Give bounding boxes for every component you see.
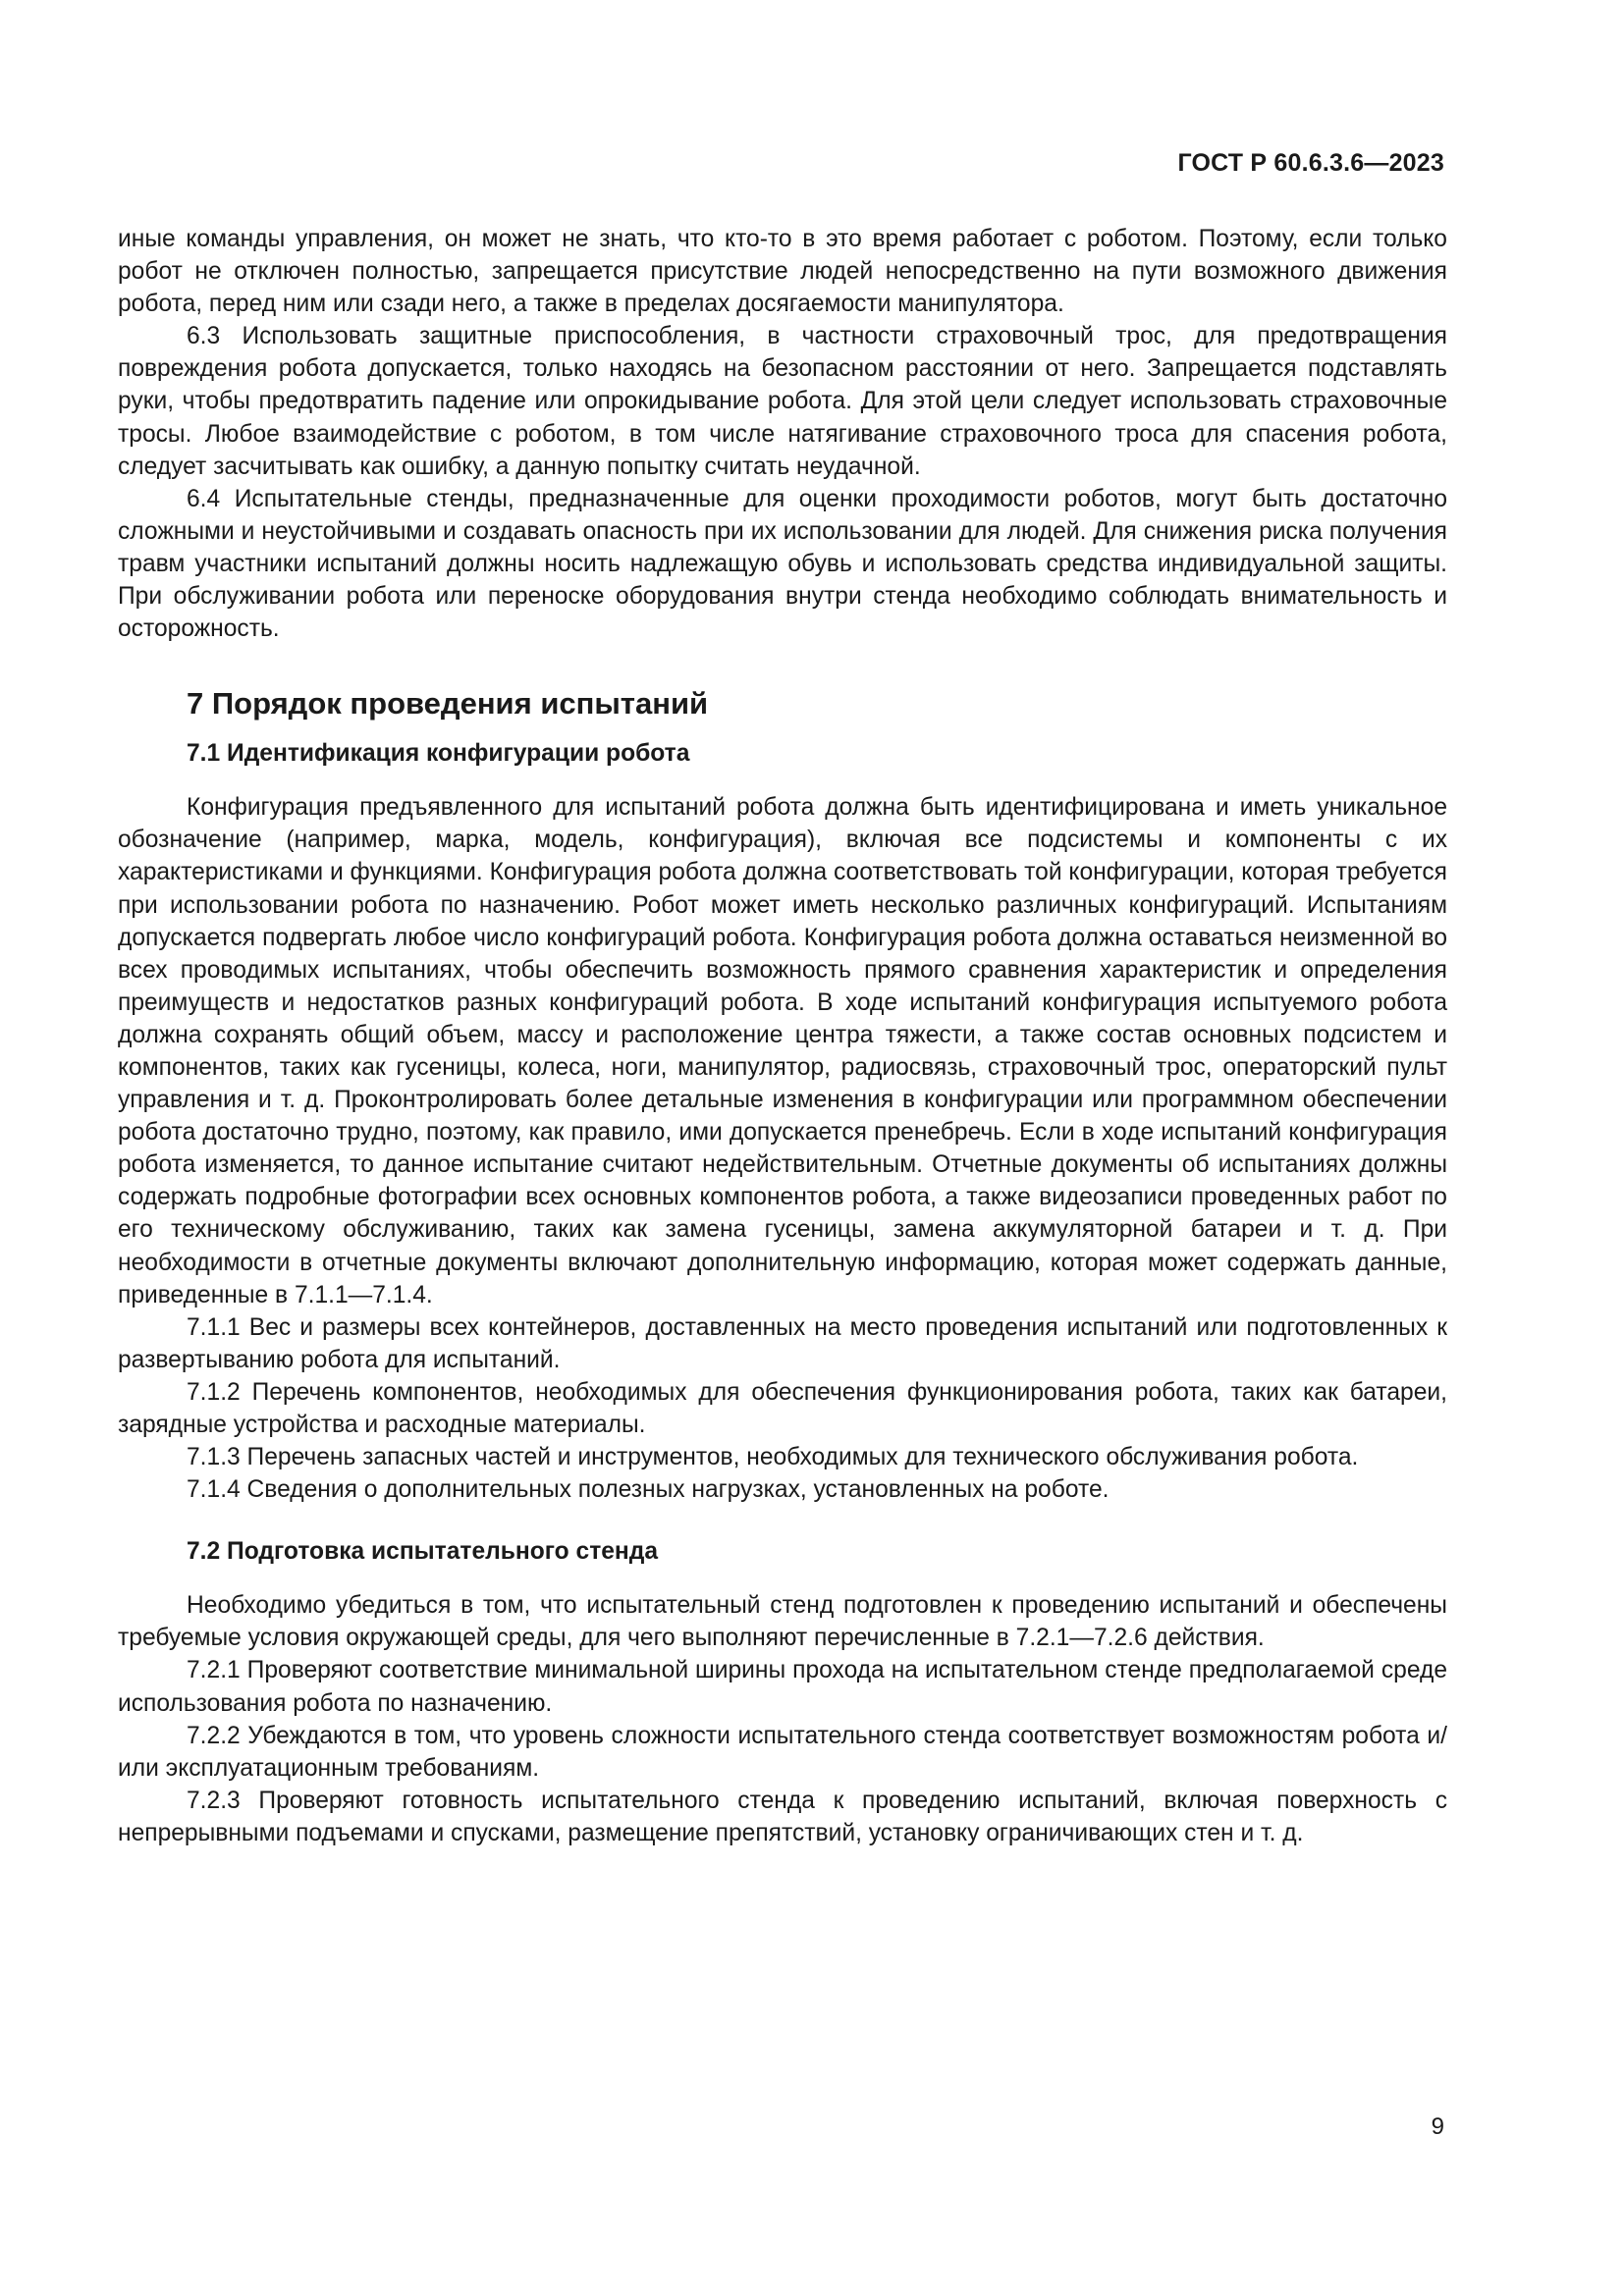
paragraph-7-1-1: 7.1.1 Вес и размеры всех контейнеров, доставленных на место проведения испытаний или подготовленных к развертыванию робота для испытаний.: [118, 1313, 1447, 1373]
paragraph-7-1-2: 7.1.2 Перечень компонентов, необходимых для обеспечения функционирования робота, таких как батареи, зарядные устройства и расходные материалы.: [118, 1378, 1447, 1438]
paragraph-7-1-3: 7.1.3 Перечень запасных частей и инструментов, необходимых для технического обслуживания робота.: [187, 1444, 1359, 1471]
paragraph-7-1-4: 7.1.4 Сведения о дополнительных полезных нагрузках, установленных на роботе.: [187, 1476, 1110, 1504]
paragraph-7-1: Конфигурация предъявленного для испытаний робота должна быть идентифицирована и иметь уникальное обозначение (например, марка, модель, конфигурация), включая все подсистемы и компоненты с их характеристиками и функциями. Конфигурация робота должна соответствовать той конфигурации, которая требуется при использовании робота по назначению. Робот может иметь несколько различных конфигураций. Испытаниям допускается подвергать любое число конфигураций робота. Конфигурация робота должна оставаться неизменной во всех проводимых испытаниях, чтобы обеспечить возможность прямого сравнения характеристик и определения преимуществ и недостатков разных конфигураций робота. В ходе испытаний конфигурация испытуемого робота должна сохранять общий объем, массу и расположение центра тяжести, а также состав основных подсистем и компонентов, таких как гусеницы, колеса, ноги, манипулятор, радиосвязь, страховочный трос, операторский пульт управления и т. д. Проконтролировать более детальные изменения в конфигурации или программном обеспечении робота достаточно трудно, поэтому, как правило, ими допускается пренебречь. Если в ходе испытаний конфигурация робота изменяется, то данное испытание считают недействительным. Отчетные документы об испытаниях должны содержать подробные фотографии всех основных компонентов робота, а также видеозаписи проведенных работ по его техническому обслуживанию, таких как замена гусеницы, замена аккумуляторной батареи и т. д. При необходимости в отчетные документы включают дополнительную информацию, которая может содержать данные, приведенные в 7.1.1—7.1.4.: [118, 794, 1447, 1308]
document-code: ГОСТ Р 60.6.3.6—2023: [1177, 149, 1444, 177]
section-7-heading: 7 Порядок проведения испытаний: [187, 686, 709, 721]
subsection-7-1-heading: 7.1 Идентификация конфигурации робота: [187, 740, 690, 768]
document-body: [118, 223, 1447, 1849]
page-number: 9: [1431, 2113, 1444, 2140]
subsection-7-2-heading: 7.2 Подготовка испытательного стенда: [187, 1538, 659, 1566]
paragraph-6-4: 6.4 Испытательные стенды, предназначенные для оценки проходимости роботов, могут быть достаточно сложными и неустойчивыми и создавать опасность при их использовании для людей. Для снижения риска получения травм участники испытаний должны носить надлежащую обувь и использовать средства индивидуальной защиты. При обслуживании робота или переноске оборудования внутри стенда необходимо соблюдать внимательность и осторожность.: [118, 485, 1447, 643]
paragraph-continuation: иные команды управления, он может не знать, что кто-то в это время работает с роботом. Поэтому, если только робот не отключен полностью, запрещается присутствие людей непосредственно на пути возможного движения робота, перед ним или сзади него, а также в пределах досягаемости манипулятора.: [118, 226, 1447, 318]
paragraph-7-2-3: 7.2.3 Проверяют готовность испытательного стенда к проведению испытаний, включая поверхность с непрерывными подъемами и спусками, размещение препятствий, установку ограничивающих стен и т. д.: [118, 1787, 1447, 1846]
paragraph-6-3: 6.3 Использовать защитные приспособления, в частности страховочный трос, для предотвращения повреждения робота допускается, только находясь на безопасном расстоянии от него. Запрещается подставлять руки, чтобы предотвратить падение или опрокидывание робота. Для этой цели следует использовать страховочные тросы. Любое взаимодействие с роботом, в том числе натягивание страховочного троса для спасения робота, следует засчитывать как ошибку, а данную попытку считать неудачной.: [118, 323, 1447, 480]
paragraph-7-2: Необходимо убедиться в том, что испытательный стенд подготовлен к проведению испытаний и обеспечены требуемые условия окружающей среды, для чего выполняют перечисленные в 7.2.1—7.2.6 действия.: [118, 1592, 1447, 1652]
paragraph-7-2-2: 7.2.2 Убеждаются в том, что уровень сложности испытательного стенда соответствует возможностям робота и/или эксплуатационным требованиям.: [118, 1722, 1447, 1782]
paragraph-7-2-1: 7.2.1 Проверяют соответствие минимальной ширины прохода на испытательном стенде предполагаемой среде использования робота по назначению.: [118, 1657, 1447, 1717]
